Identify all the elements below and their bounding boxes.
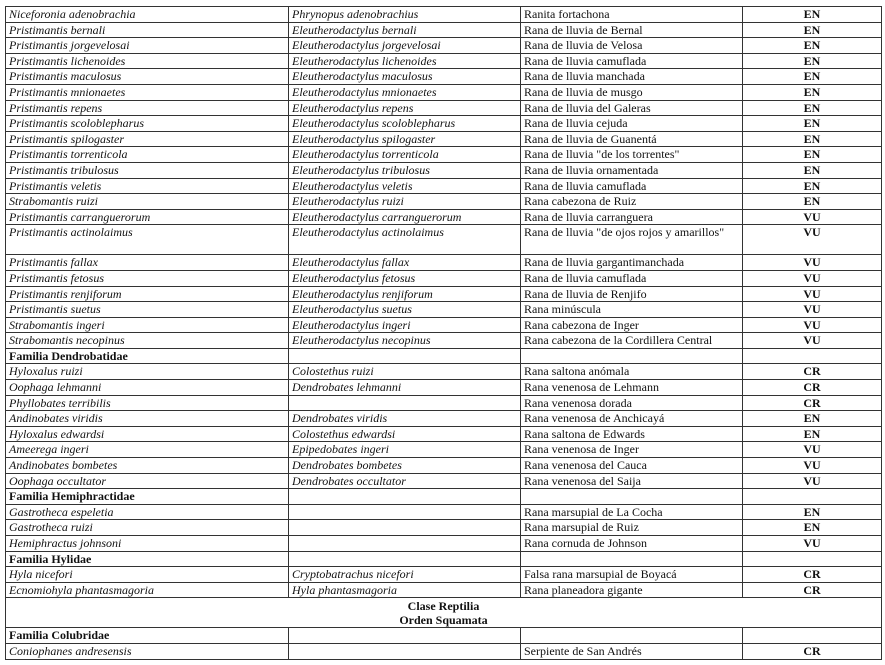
synonym-cell: Colostethus ruizi <box>289 364 521 380</box>
common-name-cell: Rana saltona anómala <box>521 364 743 380</box>
common-name-cell: Rana saltona de Edwards <box>521 426 743 442</box>
common-name-cell: Rana de lluvia de Velosa <box>521 38 743 54</box>
common-name-cell: Rana venenosa dorada <box>521 395 743 411</box>
threatened-species-table <box>5 6 882 660</box>
species-row <box>6 194 882 210</box>
common-name-cell: Rana venenosa de Anchicayá <box>521 411 743 427</box>
synonym-cell <box>289 504 521 520</box>
category-cell: CR <box>743 395 882 411</box>
category-cell: EN <box>743 194 882 210</box>
scientific-name-cell: Pristimantis suetus <box>6 302 289 318</box>
common-name-cell: Rana de lluvia de Bernal <box>521 22 743 38</box>
species-row <box>6 567 882 583</box>
species-row <box>6 22 882 38</box>
common-name-cell: Rana de lluvia ornamentada <box>521 162 743 178</box>
species-row <box>6 536 882 552</box>
empty-cell <box>521 489 743 505</box>
scientific-name-cell: Gastrotheca espeletia <box>6 504 289 520</box>
synonym-cell: Eleutherodactylus carranguerorum <box>289 209 521 225</box>
species-row <box>6 520 882 536</box>
common-name-cell: Rana cornuda de Johnson <box>521 536 743 552</box>
synonym-cell: Eleutherodactylus tribulosus <box>289 162 521 178</box>
common-name-cell: Rana de lluvia camuflada <box>521 53 743 69</box>
scientific-name-cell: Phyllobates terribilis <box>6 395 289 411</box>
category-cell: EN <box>743 147 882 163</box>
category-cell: EN <box>743 84 882 100</box>
category-cell: EN <box>743 38 882 54</box>
synonym-cell: Phrynopus adenobrachius <box>289 7 521 23</box>
species-row <box>6 442 882 458</box>
family-name-cell: Familia Colubridae <box>6 628 289 644</box>
class-name: Clase Reptilia <box>407 598 480 613</box>
family-row <box>6 628 882 644</box>
synonym-cell: Eleutherodactylus renjiforum <box>289 286 521 302</box>
synonym-cell: Dendrobates occultator <box>289 473 521 489</box>
synonym-cell: Colostethus edwardsi <box>289 426 521 442</box>
empty-cell <box>521 551 743 567</box>
scientific-name-cell: Niceforonia adenobrachia <box>6 7 289 23</box>
common-name-cell: Rana planeadora gigante <box>521 582 743 598</box>
common-name-cell: Rana venenosa del Saija <box>521 473 743 489</box>
species-row <box>6 116 882 132</box>
category-cell: VU <box>743 209 882 225</box>
scientific-name-cell: Strabomantis ingeri <box>6 317 289 333</box>
common-name-cell: Rana cabezona de Inger <box>521 317 743 333</box>
category-cell: EN <box>743 69 882 85</box>
species-row <box>6 270 882 286</box>
common-name-cell: Falsa rana marsupial de Boyacá <box>521 567 743 583</box>
category-cell: CR <box>743 643 882 659</box>
scientific-name-cell: Strabomantis necopinus <box>6 333 289 349</box>
category-cell: VU <box>743 302 882 318</box>
synonym-cell: Dendrobates lehmanni <box>289 380 521 396</box>
species-row <box>6 162 882 178</box>
category-cell: VU <box>743 333 882 349</box>
synonym-cell <box>289 520 521 536</box>
category-cell: EN <box>743 22 882 38</box>
common-name-cell: Rana cabezona de la Cordillera Central <box>521 333 743 349</box>
class-row <box>6 598 882 628</box>
scientific-name-cell: Pristimantis bernali <box>6 22 289 38</box>
scientific-name-cell: Pristimantis mnionaetes <box>6 84 289 100</box>
species-row <box>6 53 882 69</box>
category-cell: EN <box>743 131 882 147</box>
category-cell: EN <box>743 520 882 536</box>
synonym-cell: Eleutherodactylus suetus <box>289 302 521 318</box>
empty-cell <box>289 489 521 505</box>
synonym-cell: Dendrobates bombetes <box>289 458 521 474</box>
synonym-cell: Eleutherodactylus torrenticola <box>289 147 521 163</box>
category-cell: VU <box>743 536 882 552</box>
category-cell: CR <box>743 567 882 583</box>
species-row <box>6 411 882 427</box>
category-cell: VU <box>743 255 882 271</box>
scientific-name-cell: Pristimantis maculosus <box>6 69 289 85</box>
category-cell: EN <box>743 100 882 116</box>
synonym-cell: Eleutherodactylus scoloblepharus <box>289 116 521 132</box>
common-name-cell: Rana de lluvia camuflada <box>521 178 743 194</box>
synonym-cell: Eleutherodactylus mnionaetes <box>289 84 521 100</box>
scientific-name-cell: Pristimantis veletis <box>6 178 289 194</box>
common-name-cell: Rana de lluvia cejuda <box>521 116 743 132</box>
category-cell: VU <box>743 270 882 286</box>
common-name-cell: Rana de lluvia camuflada <box>521 270 743 286</box>
synonym-cell <box>289 643 521 659</box>
species-row <box>6 255 882 271</box>
category-cell: EN <box>743 53 882 69</box>
scientific-name-cell: Pristimantis jorgevelosai <box>6 38 289 54</box>
category-cell: VU <box>743 286 882 302</box>
empty-cell <box>289 628 521 644</box>
synonym-cell: Eleutherodactylus lichenoides <box>289 53 521 69</box>
synonym-cell: Eleutherodactylus necopinus <box>289 333 521 349</box>
scientific-name-cell: Pristimantis fallax <box>6 255 289 271</box>
species-row <box>6 178 882 194</box>
scientific-name-cell: Pristimantis spilogaster <box>6 131 289 147</box>
family-name-cell: Familia Hylidae <box>6 551 289 567</box>
synonym-cell: Eleutherodactylus maculosus <box>289 69 521 85</box>
category-cell: VU <box>743 225 882 255</box>
family-row <box>6 348 882 364</box>
synonym-cell: Eleutherodactylus actinolaimus <box>289 225 521 255</box>
species-row <box>6 380 882 396</box>
synonym-cell: Eleutherodactylus ruizi <box>289 194 521 210</box>
category-cell: VU <box>743 317 882 333</box>
category-cell: VU <box>743 458 882 474</box>
common-name-cell: Rana de lluvia gargantimanchada <box>521 255 743 271</box>
synonym-cell: Eleutherodactylus fetosus <box>289 270 521 286</box>
scientific-name-cell: Hyla nicefori <box>6 567 289 583</box>
synonym-cell <box>289 395 521 411</box>
species-row <box>6 38 882 54</box>
common-name-cell: Rana de lluvia del Galeras <box>521 100 743 116</box>
scientific-name-cell: Strabomantis ruizi <box>6 194 289 210</box>
species-row <box>6 131 882 147</box>
empty-cell <box>289 551 521 567</box>
scientific-name-cell: Pristimantis carranguerorum <box>6 209 289 225</box>
synonym-cell: Eleutherodactylus spilogaster <box>289 131 521 147</box>
species-row <box>6 395 882 411</box>
scientific-name-cell: Pristimantis renjiforum <box>6 286 289 302</box>
species-row <box>6 317 882 333</box>
scientific-name-cell: Pristimantis lichenoides <box>6 53 289 69</box>
species-row <box>6 364 882 380</box>
common-name-cell: Rana minúscula <box>521 302 743 318</box>
common-name-cell: Rana de lluvia de Renjifo <box>521 286 743 302</box>
synonym-cell: Eleutherodactylus repens <box>289 100 521 116</box>
table-body <box>6 7 882 660</box>
scientific-name-cell: Pristimantis actinolaimus <box>6 225 289 255</box>
category-cell: EN <box>743 162 882 178</box>
category-cell: CR <box>743 582 882 598</box>
synonym-cell: Hyla phantasmagoria <box>289 582 521 598</box>
scientific-name-cell: Pristimantis fetosus <box>6 270 289 286</box>
common-name-cell: Rana de lluvia de Guanentá <box>521 131 743 147</box>
species-row <box>6 100 882 116</box>
scientific-name-cell: Hyloxalus ruizi <box>6 364 289 380</box>
common-name-cell: Rana venenosa de Inger <box>521 442 743 458</box>
family-name-cell: Familia Dendrobatidae <box>6 348 289 364</box>
empty-cell <box>743 489 882 505</box>
scientific-name-cell: Pristimantis scoloblepharus <box>6 116 289 132</box>
empty-cell <box>289 348 521 364</box>
empty-cell <box>521 628 743 644</box>
scientific-name-cell: Andinobates bombetes <box>6 458 289 474</box>
empty-cell <box>743 348 882 364</box>
family-row <box>6 489 882 505</box>
species-row <box>6 333 882 349</box>
empty-cell <box>743 551 882 567</box>
category-cell: EN <box>743 426 882 442</box>
common-name-cell: Rana marsupial de Ruiz <box>521 520 743 536</box>
synonym-cell: Eleutherodactylus jorgevelosai <box>289 38 521 54</box>
scientific-name-cell: Gastrotheca ruizi <box>6 520 289 536</box>
species-row <box>6 582 882 598</box>
synonym-cell: Eleutherodactylus fallax <box>289 255 521 271</box>
scientific-name-cell: Ameerega ingeri <box>6 442 289 458</box>
species-row <box>6 426 882 442</box>
scientific-name-cell: Ecnomiohyla phantasmagoria <box>6 582 289 598</box>
common-name-cell: Rana de lluvia "de ojos rojos y amarillos" <box>521 225 743 255</box>
category-cell: EN <box>743 178 882 194</box>
common-name-cell: Rana de lluvia carranguera <box>521 209 743 225</box>
species-table-container <box>5 6 882 660</box>
scientific-name-cell: Coniophanes andresensis <box>6 643 289 659</box>
scientific-name-cell: Pristimantis tribulosus <box>6 162 289 178</box>
category-cell: EN <box>743 7 882 23</box>
species-row <box>6 7 882 23</box>
common-name-cell: Rana venenosa del Cauca <box>521 458 743 474</box>
species-row <box>6 643 882 659</box>
species-row <box>6 69 882 85</box>
synonym-cell: Eleutherodactylus ingeri <box>289 317 521 333</box>
category-cell: EN <box>743 504 882 520</box>
common-name-cell: Serpiente de San Andrés <box>521 643 743 659</box>
common-name-cell: Rana de lluvia manchada <box>521 69 743 85</box>
order-name: Orden Squamata <box>399 612 488 627</box>
category-cell: CR <box>743 380 882 396</box>
species-row <box>6 209 882 225</box>
species-row <box>6 473 882 489</box>
scientific-name-cell: Hyloxalus edwardsi <box>6 426 289 442</box>
common-name-cell: Ranita fortachona <box>521 7 743 23</box>
category-cell: EN <box>743 116 882 132</box>
synonym-cell: Cryptobatrachus nicefori <box>289 567 521 583</box>
synonym-cell <box>289 536 521 552</box>
scientific-name-cell: Oophaga occultator <box>6 473 289 489</box>
species-row <box>6 504 882 520</box>
class-heading-cell <box>6 598 882 628</box>
category-cell: VU <box>743 442 882 458</box>
empty-cell <box>521 348 743 364</box>
category-cell: CR <box>743 364 882 380</box>
common-name-cell: Rana de lluvia "de los torrentes" <box>521 147 743 163</box>
synonym-cell: Epipedobates ingeri <box>289 442 521 458</box>
scientific-name-cell: Hemiphractus johnsoni <box>6 536 289 552</box>
common-name-cell: Rana marsupial de La Cocha <box>521 504 743 520</box>
scientific-name-cell: Pristimantis repens <box>6 100 289 116</box>
category-cell: VU <box>743 473 882 489</box>
empty-cell <box>743 628 882 644</box>
scientific-name-cell: Andinobates viridis <box>6 411 289 427</box>
species-row <box>6 302 882 318</box>
family-row <box>6 551 882 567</box>
common-name-cell: Rana cabezona de Ruiz <box>521 194 743 210</box>
species-row <box>6 286 882 302</box>
synonym-cell: Eleutherodactylus veletis <box>289 178 521 194</box>
common-name-cell: Rana de lluvia de musgo <box>521 84 743 100</box>
common-name-cell: Rana venenosa de Lehmann <box>521 380 743 396</box>
category-cell: EN <box>743 411 882 427</box>
species-row <box>6 458 882 474</box>
species-row <box>6 225 882 255</box>
synonym-cell: Dendrobates viridis <box>289 411 521 427</box>
scientific-name-cell: Oophaga lehmanni <box>6 380 289 396</box>
scientific-name-cell: Pristimantis torrenticola <box>6 147 289 163</box>
synonym-cell: Eleutherodactylus bernali <box>289 22 521 38</box>
family-name-cell: Familia Hemiphractidae <box>6 489 289 505</box>
species-row <box>6 147 882 163</box>
species-row <box>6 84 882 100</box>
